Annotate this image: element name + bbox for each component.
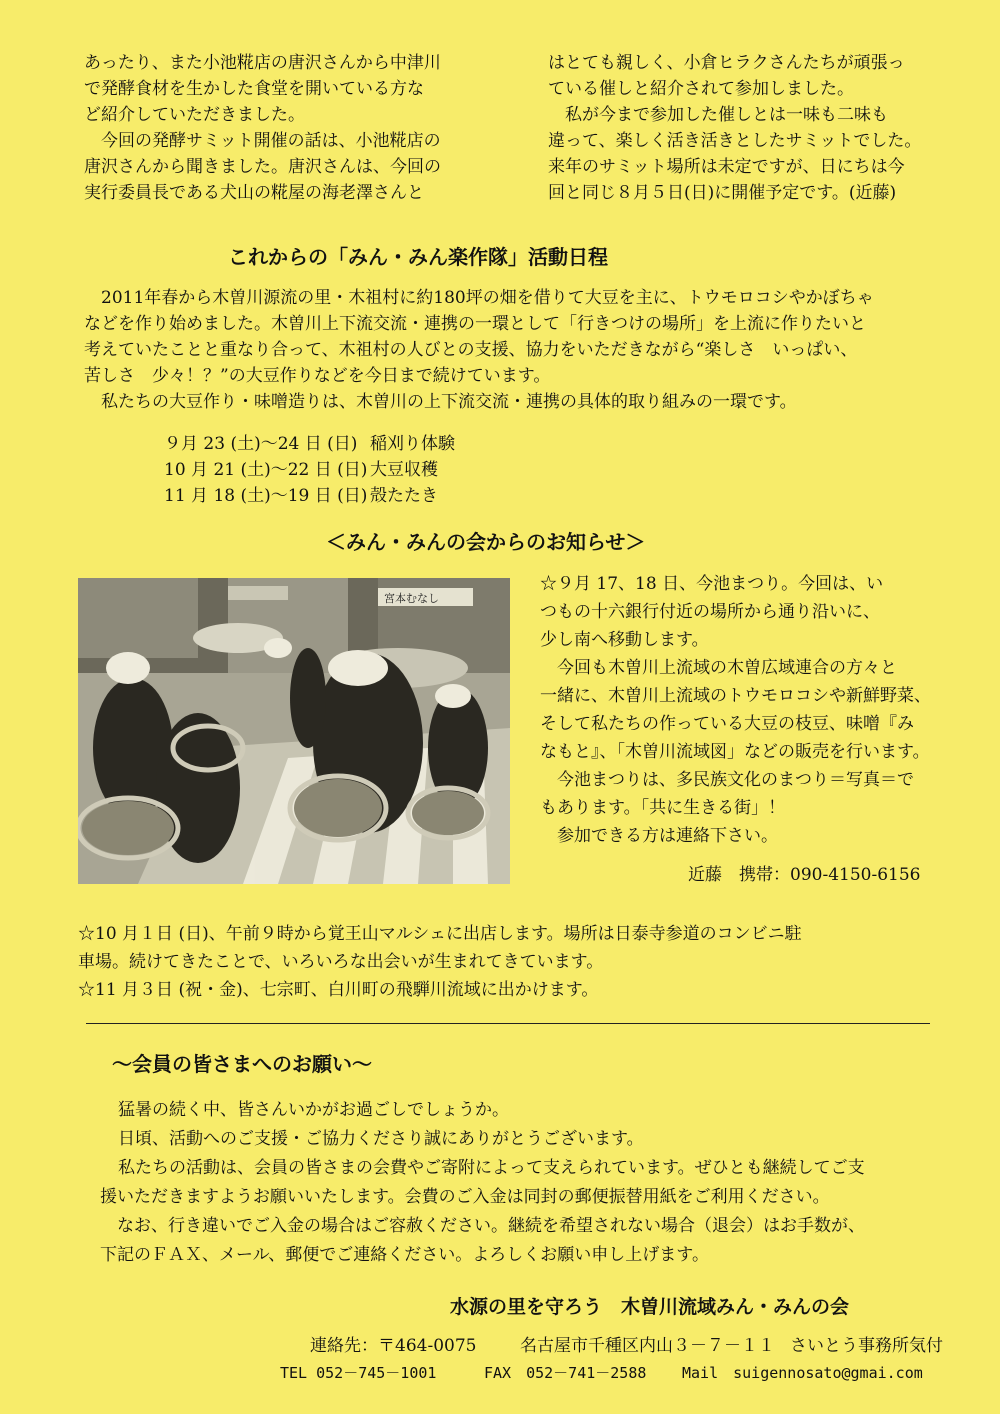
event-date: 11 月 18 (土)～19 日 (日) [164, 486, 368, 506]
schedule-paragraph [84, 285, 874, 415]
festival-photo [78, 578, 510, 884]
text-line: なもと』、「木曽川流域図」などの販売を行います。 [540, 742, 930, 762]
address: 名古屋市千種区内山３－７－１１ [520, 1336, 775, 1356]
event-name: 稲刈り体験 [370, 434, 455, 454]
text-line: なお、行き違いでご入金の場合はご容赦ください。継続を希望されない場合（退会）はお手数が、 [100, 1216, 865, 1236]
text-line: ☆９月 17、18 日、今池まつり。今回は、い [540, 574, 884, 594]
event-date: ９月 23 (土)～24 日 (日) [164, 434, 358, 454]
office: さいとう事務所気付 [790, 1336, 943, 1356]
text-line: 参加できる方は連絡下さい。 [540, 826, 778, 846]
text-line: 車場。続けてきたことで、いろいろな出会いが生まれてきています。 [78, 952, 604, 972]
list-item [164, 431, 455, 457]
text-line: ど紹介していただきました。 [84, 105, 305, 125]
festival-photo-image [78, 578, 510, 884]
text-line: つもの十六銀行付近の場所から通り沿いに、 [540, 602, 880, 622]
text-line: もあります。「共に生きる街」！ [540, 798, 786, 818]
intro-left-column [84, 50, 524, 206]
contact-phone: 近藤 携帯：090-4150-6156 [688, 865, 921, 885]
text-line: 少し南へ移動します。 [540, 630, 709, 650]
text-line: そして私たちの作っている大豆の枝豆、味噌『み [540, 714, 914, 734]
schedule-heading: これからの「みん・みん楽作隊」活動日程 [228, 245, 608, 269]
text-line: 今池まつりは、多民族文化のまつり＝写真＝で [540, 770, 914, 790]
text-line: 苦しさ 少々！？”の大豆作りなどを今日まで続けています。 [84, 366, 551, 386]
text-line: 2011年春から木曽川源流の里・木祖村に約180坪の畑を借りて大豆を主に、トウモロコシやかぼちゃ [84, 288, 874, 308]
text-line: 一緒に、木曽川上流域のトウモロコシや新鮮野菜、 [540, 686, 931, 706]
shop-sign: 宮本むなし [384, 592, 439, 605]
schedule-list [164, 431, 455, 509]
text-line: 回と同じ８月５日(日)に開催予定です。(近藤) [548, 183, 897, 203]
request-text-cont [100, 1183, 865, 1270]
org-name: 水源の里を守ろう 木曽川流域みん・みんの会 [450, 1296, 850, 1318]
text-line: ている催しと紹介されて参加しました。 [548, 79, 854, 99]
text-line: あったり、また小池糀店の唐沢さんから中津川 [84, 53, 441, 73]
text-line: 違って、楽しく活き活きとしたサミットでした。 [548, 131, 922, 151]
request-heading: ～会員の皆さまへのお願い～ [112, 1052, 372, 1076]
text-line: などを作り始めました。木曽川上下流交流・連携の一環として「行きつけの場所」を上流に作りたいと [84, 314, 866, 334]
text-line: 下記のＦＡＸ、メール、郵便でご連絡ください。よろしくお願い申し上げます。 [100, 1245, 709, 1265]
text-line: で発酵食材を生かした食堂を開いている方な [84, 79, 424, 99]
notice-heading: ＜みん・みんの会からのお知らせ＞ [326, 530, 646, 554]
text-line: 私が今まで参加した催しとは一味も二味も [548, 105, 888, 125]
text-line: 考えていたことと重なり合って、木祖村の人びとの支援、協力をいただきながら“楽しさ いっぱい、 [84, 340, 858, 360]
event-name: 大豆収穫 [370, 460, 438, 480]
event-date: 10 月 21 (土)～22 日 (日) [164, 460, 368, 480]
mail[interactable]: Mail suigennosato@gmai.com [682, 1364, 923, 1382]
event-name: 殻たたき [370, 486, 438, 506]
text-line: 援いただきますようお願いいたします。会費のご入金は同封の郵便振替用紙をご利用ください。 [100, 1187, 830, 1207]
text-line: 唐沢さんから聞きました。唐沢さんは、今回の [84, 157, 441, 177]
text-line: 私たちの活動は、会員の皆さまの会費やご寄附によって支えられています。ぜひとも継続してご支 [118, 1158, 865, 1178]
address-label: 連絡先：〒464-0075 [310, 1336, 477, 1356]
list-item [164, 483, 455, 509]
text-line: はとても親しく、小倉ヒラクさんたちが頑張っ [548, 53, 905, 73]
text-line: ☆10 月１日 (日)、午前９時から覚王山マルシェに出店します。場所は日泰寺参道のコンビニ駐 [78, 924, 802, 944]
text-line: ☆11 月３日 (祝・金)、七宗町、白川町の飛騨川流域に出かけます。 [78, 980, 599, 1000]
notice-bottom [78, 920, 802, 1004]
divider [86, 1023, 930, 1024]
intro-right-column [548, 50, 958, 206]
tel: TEL 052－745－1001 [280, 1364, 437, 1382]
text-line: 日頃、活動へのご支援・ご協力くださり誠にありがとうございます。 [118, 1129, 644, 1149]
request-text [118, 1096, 865, 1183]
text-line: 今回も木曽川上流域の木曽広域連合の方々と [540, 658, 897, 678]
text-line: 私たちの大豆作り・味噌造りは、木曽川の上下流交流・連携の具体的取り組みの一環です。 [84, 392, 797, 412]
text-line: 来年のサミット場所は未定ですが、日にちは今 [548, 157, 905, 177]
notice-right-text [540, 570, 931, 850]
text-line: 実行委員長である犬山の糀屋の海老澤さんと [84, 183, 424, 203]
list-item [164, 457, 455, 483]
fax: FAX 052－741－2588 [484, 1364, 647, 1382]
text-line: 今回の発酵サミット開催の話は、小池糀店の [84, 131, 441, 151]
text-line: 猛暑の続く中、皆さんいかがお過ごしでしょうか。 [118, 1100, 509, 1120]
